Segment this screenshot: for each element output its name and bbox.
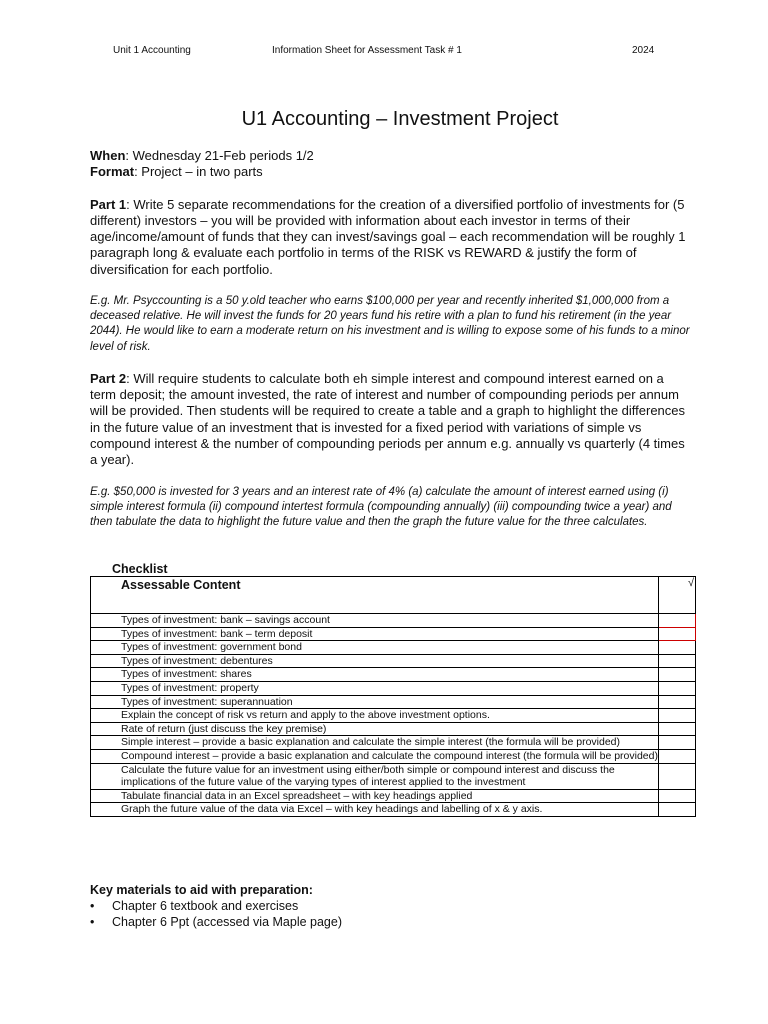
document-title: U1 Accounting – Investment Project [241,108,559,130]
checklist-header-tick: √ [659,577,696,614]
row-content: Rate of return (just discuss the key premise) [120,722,659,736]
list-item: • Chapter 6 Ppt (accessed via Maple page) [112,914,342,930]
row-tick-box[interactable] [659,763,696,789]
list-item: • Chapter 6 textbook and exercises [112,898,342,914]
table-row [91,695,696,709]
key-materials-heading: Key materials to aid with preparation: [90,883,313,897]
header-year: 2024 [632,45,655,56]
row-content: Types of investment: bank – term deposit [120,627,659,641]
table-row [91,722,696,736]
row-spacer [91,681,121,695]
row-tick-box[interactable] [659,627,696,641]
row-spacer [91,614,121,628]
part2-paragraph [90,371,690,469]
part2-text: : Will require students to calculate both eh simple interest and compound interest earned on a term deposit; the amount invested, the rate of interest and number of compounding periods per annum will be provided. Then students will be required to create a table and a graph to highlight the differences in the future value of an investment that is invested for a fixed period with variations of simple vs compound interest & the number of compounding periods per annum e.g. annually vs quarterly (4 times a year). [90,370,686,468]
checklist-header-content: Assessable Content [120,577,659,614]
row-tick-box[interactable] [659,681,696,695]
checklist-title: Checklist [112,562,168,576]
row-spacer [91,709,121,723]
row-tick-box[interactable] [659,803,696,817]
row-tick-box[interactable] [659,641,696,655]
row-spacer [91,654,121,668]
table-row [91,709,696,723]
part1-label: Part 1 [90,196,127,212]
row-content: Simple interest – provide a basic explanation and calculate the simple interest (the formula will be provided) [120,736,659,750]
row-spacer [91,736,121,750]
checklist-header-row [91,577,696,614]
row-tick-box[interactable] [659,789,696,803]
format-value: : Project – in two parts [134,164,263,180]
when-line [90,148,690,164]
row-spacer [91,789,121,803]
row-spacer [91,695,121,709]
row-content: Types of investment: bank – savings account [120,614,659,628]
table-row [91,641,696,655]
row-spacer [91,763,121,789]
row-tick-box[interactable] [659,709,696,723]
row-content: Calculate the future value for an investment using either/both simple or compound interest and discuss the implications of the future value of the varying types of interest applied to the investment [120,763,659,789]
row-spacer [91,641,121,655]
key-materials-list [90,898,342,930]
table-row [91,627,696,641]
row-spacer [91,627,121,641]
row-tick-box[interactable] [659,722,696,736]
format-line [90,164,690,180]
row-spacer [91,722,121,736]
table-row [91,668,696,682]
checklist-table [90,576,696,817]
row-content: Explain the concept of risk vs return and apply to the above investment options. [120,709,659,723]
row-tick-box[interactable] [659,695,696,709]
part1-text: : Write 5 separate recommendations for the creation of a diversified portfolio of investments for (5 different) investors – you will be provided with information about each investor in terms of their age/income/amount of funds that they can invest/savings goal – each recommendation will be roughly 1 paragraph long & evaluate each portfolio in terms of the RISK vs REWARD & justify the form of diversification for each portfolio. [90,196,686,277]
row-tick-box[interactable] [659,654,696,668]
row-content: Types of investment: property [120,681,659,695]
when-label: When [90,148,126,163]
part1-example: E.g. Mr. Psyccounting is a 50 y.old teacher who earns $100,000 per year and recently inherited $1,000,000 from a deceased relative. He will invest the funds for 20 years fund his retire with a plan to fund his retirement (in the year 2044). He would like to earn a moderate return on his investment and is willing to expose some of his funds to a minor level of risk. [90,295,690,353]
row-content: Types of investment: government bond [120,641,659,655]
row-content: Graph the future value of the data via Excel – with key headings and labelling of x & y axis. [120,803,659,817]
table-row [91,803,696,817]
row-content: Compound interest – provide a basic explanation and calculate the compound interest (the formula will be provided) [121,749,658,762]
row-tick-box[interactable] [659,736,696,750]
row-tick-box[interactable] [659,749,696,763]
row-tick-box[interactable] [659,614,696,628]
part2-label: Part 2 [90,370,127,386]
when-value: : Wednesday 21-Feb periods 1/2 [125,148,314,163]
table-row [91,763,696,789]
row-spacer [91,668,121,682]
table-row [91,681,696,695]
table-row [91,654,696,668]
document-body [90,148,690,530]
table-row [91,789,696,803]
table-row [91,736,696,750]
row-tick-box[interactable] [659,668,696,682]
checklist-header-spacer [91,577,121,614]
part1-paragraph [90,197,690,278]
format-label: Format [90,164,135,180]
table-row [91,614,696,628]
header-unit: Unit 1 Accounting [113,45,191,56]
row-spacer [91,749,121,763]
row-content: Types of investment: debentures [120,654,659,668]
key-materials [90,882,342,930]
page-header [0,45,768,59]
row-content: Tabulate financial data in an Excel spreadsheet – with key headings applied [120,789,659,803]
table-row [91,749,696,763]
part2-example: E.g. $50,000 is invested for 3 years and an interest rate of 4% (a) calculate the amount of interest earned using (i) simple interest formula (ii) compound intertest formula (compounding annually) (iii) compounding twice a year) and then tabulate the data to highlight the future value and then the graph the future value for the three calculates. [90,485,672,529]
row-content: Types of investment: shares [120,668,659,682]
row-content: Types of investment: superannuation [120,695,659,709]
header-info: Information Sheet for Assessment Task # 1 [272,45,462,56]
row-spacer [91,803,121,817]
